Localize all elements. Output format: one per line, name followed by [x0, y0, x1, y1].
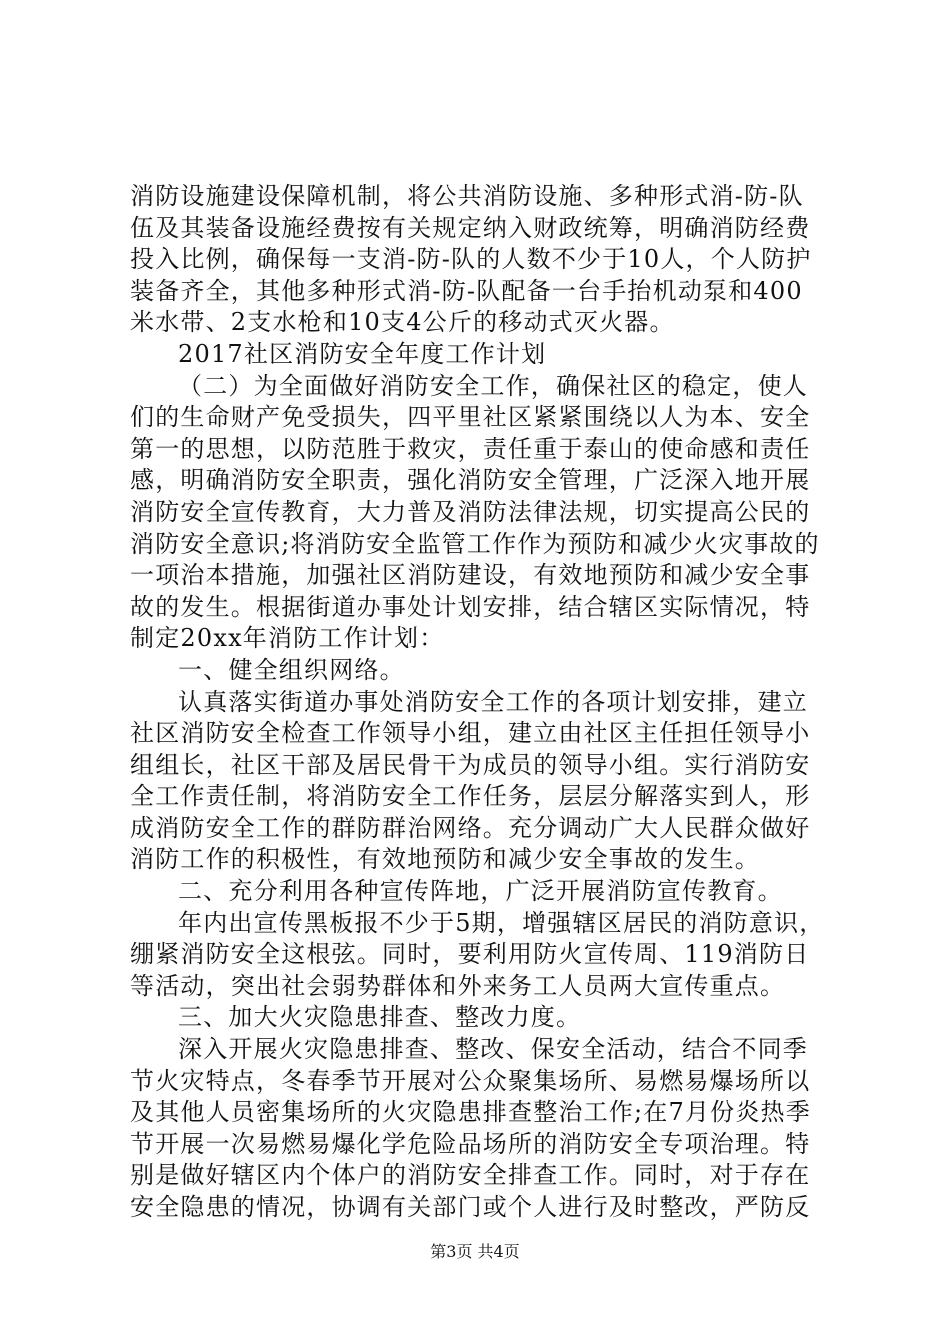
paragraph-start: 认真落实街道办事处消防安全工作的各项计划安排，建立: [178, 687, 808, 716]
text-line: 别是做好辖区内个体户的消防安全排查工作。同时，对于存在: [130, 1161, 811, 1190]
paragraph-start: 年内出宣传黑板报不少于5期，增强辖区居民的消防意识，: [178, 908, 825, 937]
section-heading: 2017社区消防安全年度工作计划: [178, 339, 547, 368]
text-line: 故的发生。根据街道办事处计划安排，结合辖区实际情况，特: [130, 592, 811, 621]
text-line: 绷紧消防安全这根弦。同时，要利用防火宣传周、119消防日: [130, 940, 810, 969]
text-line: 节火灾特点，冬春季节开展对公众聚集场所、易燃易爆场所以: [130, 1066, 811, 1095]
text-line: 消防安全意识;将消防安全监管工作作为预防和减少火灾事故的: [130, 529, 820, 558]
page-number: 第3页 共4页: [430, 1242, 520, 1261]
text-line: 消防设施建设保障机制，将公共消防设施、多种形式消-防-队: [130, 182, 804, 210]
text-line: 投入比例，确保每一支消-防-队的人数不少于10人，个人防护: [130, 245, 812, 274]
text-line: 一项治本措施，加强社区消防建设，有效地预防和减少安全事: [130, 561, 811, 590]
text-line: 制定20xx年消防工作计划：: [130, 624, 445, 653]
paragraph-start: （二）为全面做好消防安全工作，确保社区的稳定，使人: [178, 371, 808, 400]
text-line: 们的生命财产免受损失，四平里社区紧紧围绕以人为本、安全: [130, 403, 811, 432]
text-line: 安全隐患的情况，协调有关部门或个人进行及时整改，严防反: [130, 1193, 811, 1221]
text-line: 消防安全宣传教育，大力普及消防法律法规，切实提高公民的: [130, 497, 811, 526]
paragraph-start: 深入开展火灾隐患排查、整改、保安全活动，结合不同季: [178, 1035, 808, 1064]
text-line: 节开展一次易燃易爆化学危险品场所的消防安全专项治理。特: [130, 1129, 811, 1158]
section-heading: 二、充分利用各种宣传阵地，广泛开展消防宣传教育。: [178, 877, 783, 906]
text-line: 全工作责任制，将消防安全工作任务，层层分解落实到人，形: [130, 782, 811, 811]
text-line: 感，明确消防安全职责，强化消防安全管理，广泛深入地开展: [130, 466, 811, 495]
text-line: 社区消防安全检查工作领导小组，建立由社区主任担任领导小: [130, 719, 811, 748]
text-line: 米水带、2支水枪和10支4公斤的移动式灭火器。: [130, 308, 675, 337]
text-line: 第一的思想，以防范胜于救灾，责任重于泰山的使命感和责任: [130, 434, 811, 463]
text-line: 组组长，社区干部及居民骨干为成员的领导小组。实行消防安: [130, 750, 811, 779]
text-line: 消防工作的积极性，有效地预防和减少安全事故的发生。: [130, 845, 760, 874]
text-line: 成消防安全工作的群防群治网络。充分调动广大人民群众做好: [130, 813, 811, 842]
text-line: 装备齐全，其他多种形式消-防-队配备一台手抬机动泵和400: [130, 276, 803, 305]
section-heading: 一、健全组织网络。: [178, 655, 405, 684]
text-line: 及其他人员密集场所的火灾隐患排查整治工作;在7月份炎热季: [130, 1098, 811, 1127]
text-line: 等活动，突出社会弱势群体和外来务工人员两大宣传重点。: [130, 971, 786, 1000]
section-heading: 三、加大火灾隐患排查、整改力度。: [178, 1003, 582, 1032]
document-body: [130, 181, 830, 1224]
text-line: 伍及其装备设施经费按有关规定纳入财政统筹，明确消防经费: [130, 213, 811, 242]
